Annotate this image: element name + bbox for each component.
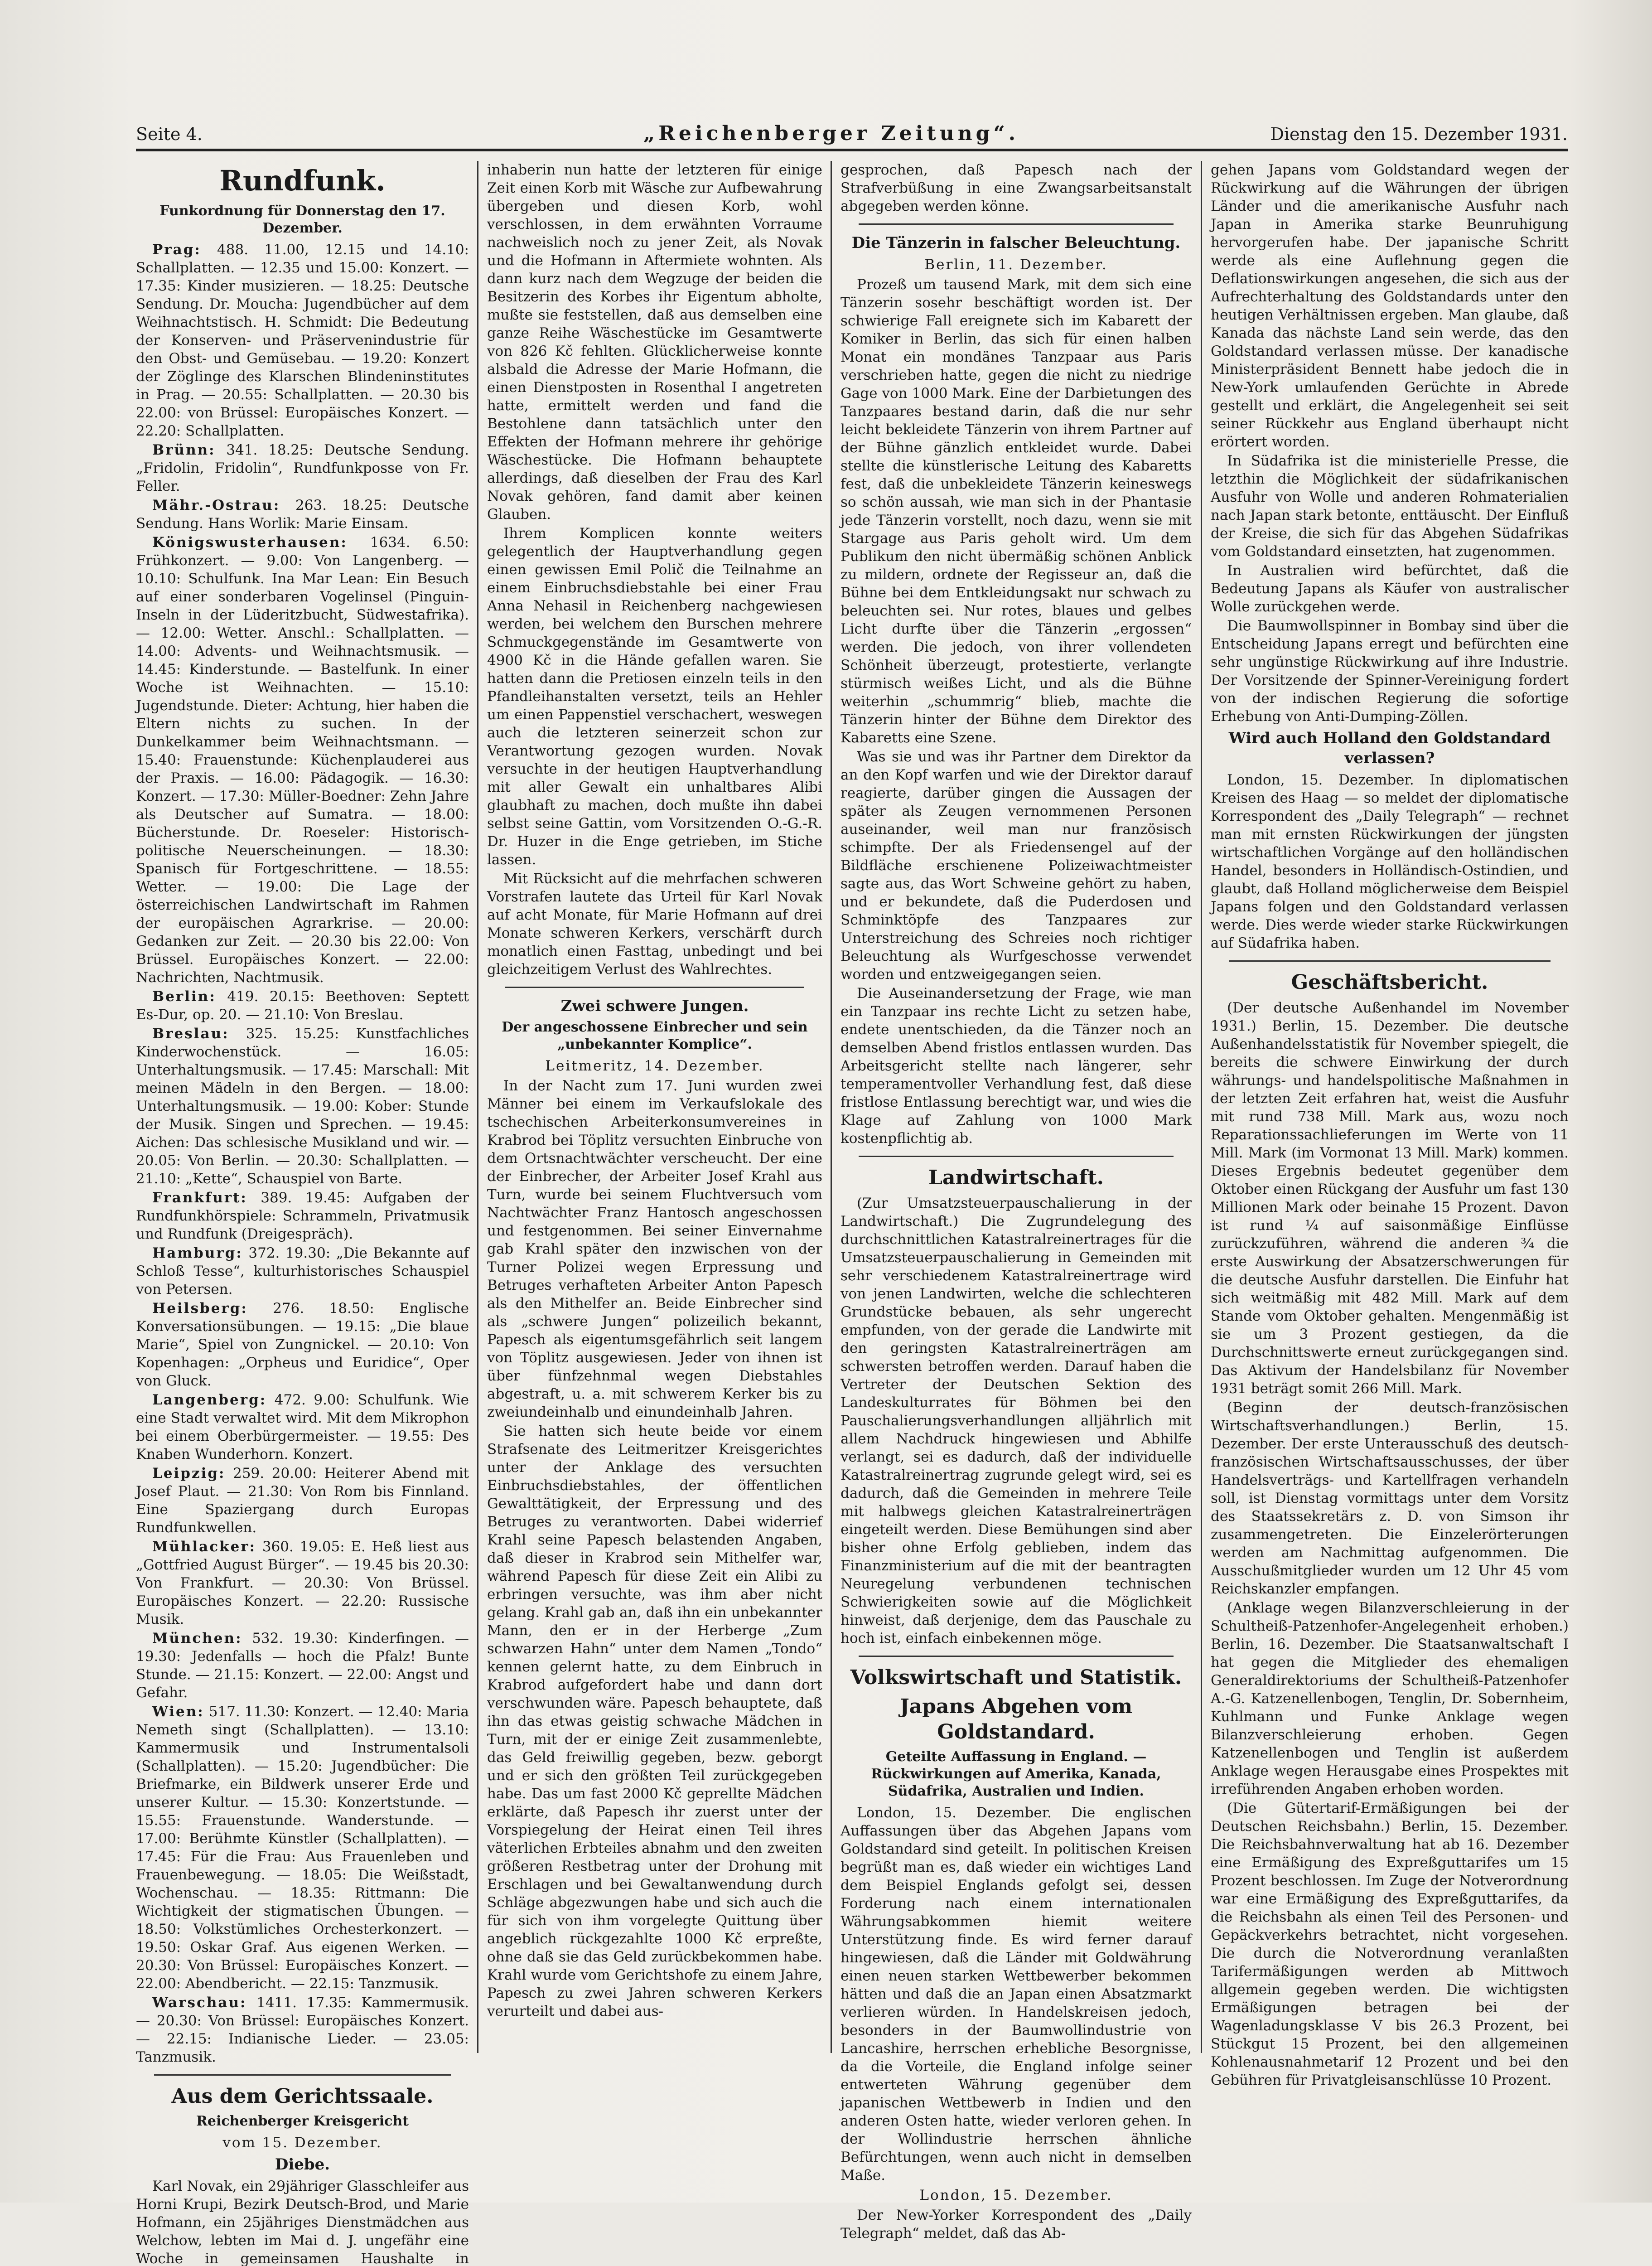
section-title-rundfunk: Rundfunk. — [219, 164, 386, 197]
article-title: Japans Abgehen vom Goldstandard. — [899, 1695, 1133, 1743]
radio-program: Brünn: 341. 18.25: Deutsche Sendung. „Fridolin, Fridolin“, Rundfunkposse von Fr. Feller. — [136, 442, 469, 494]
article-paragraph: (Zur Umsatzsteuerpauschalierung in der Landwirtschaft.) Die Zugrundelegung des durchschnittlichen Katastralreinertrages für die Umsatzsteuerpauschalierung in Gemeinden mit sehr verschiedenem Katastralreinertrage wird von jenen Landwirten, welche die schlechteren Grundstücke bebauen, als sehr ungerecht empfunden, von der gerade die Landwirte mit den geringsten Katastralreinerträgen am schwersten betroffen werden. Darauf haben die Vertreter der Deutschen Sektion des Landeskulturrates für Böhmen bei den Pauschalierungsverhandlungen alljährlich mit allem Nachdruck hingewiesen und Abhilfe verlangt, sei es dadurch, daß der individuelle Katastralreinertrag zugrunde gelegt wird, sei es dadurch, daß die Gemeinden in mehrere Teile mit halbwegs gleichen Katastralreinerträgen eingeteilt werden. Diese Bemühungen sind aber bisher ohne Erfolg geblieben, indem das Finanzministerium auf die mit der beantragten Neuregelung verbundenen technischen Schwierigkeiten sowie auf die Möglichkeit hinweist, daß derjenige, dem das Pauschale zu hoch ist, einfach einbekennen möge. — [840, 1195, 1192, 1646]
radio-program: Frankfurt: 389. 19.45: Aufgaben der Rundfunkhörspiele: Schrammeln, Privatmusik und Rundfunk (Dreigespräch). — [136, 1190, 469, 1242]
column-2 — [487, 161, 822, 2044]
radio-program: Mähr.-Ostrau: 263. 18.25: Deutsche Sendung. Hans Worlik: Marie Einsam. — [136, 497, 469, 532]
article-dateline: London, 15. Dezember. — [919, 2187, 1113, 2203]
court-kicker: Diebe. — [275, 2155, 330, 2174]
section-title-gerichtssaal: Aus dem Gerichtssaale. — [171, 2085, 434, 2108]
column-rule — [831, 161, 832, 2053]
section-title-geschaeftsbericht: Geschäftsbericht. — [1291, 971, 1488, 994]
radio-program: Hamburg: 372. 19.30: „Die Bekannte auf Schloß Tesse“, kulturhistorisches Schauspiel von Petersen. — [136, 1245, 469, 1298]
column-3 — [840, 161, 1192, 2242]
radio-program: Warschau: 1411. 17.35: Kammermusik. — 20.30: Von Brüssel: Europäisches Konzert. — 22.15: Indianische Lieder. — 23.05: Tanzmusik. — [136, 1995, 469, 2065]
separator — [1229, 960, 1551, 962]
article-paragraph: Prozeß um tausend Mark, mit dem sich eine Tänzerin sosehr beschäftigt worden ist. Der schwierige Fall ereignete sich im Kabarett der Komiker in Berlin, das sich für einen halben Monat ein mondänes Tanzpaar aus Paris verschrieben hatte, gegen die nicht zu niedrige Gage von 1000 Mark. Eine der Darbietungen des Tanzpaares bestand darin, daß die nur sehr leicht bekleidete Tänzerin von ihrem Partner auf der Bühne gänzlich entkleidet wurde. Dabei stellte die künstlerische Leitung des Kabaretts fest, daß die unbekleidete Tänzerin keineswegs so schön aussah, wie man sich in der Phantasie jede Tänzerin vorstellt, noch dazu, wenn sie mit Stargage aus Paris geholt wird. Um dem Publikum den nicht übermäßig schönen Anblick zu mildern, ordnete der Regisseur an, daß die Bühne bei dem Entkleidungsakt nur schwach zu beleuchten sei. Nur rotes, blaues und gelbes Licht durfte über die Tänzerin „ergossen“ werden. Die jedoch, von ihrer vollendeten Schönheit überzeugt, protestierte, verlangte stürmisch weißes Licht, und als die Bühne weiterhin „schummrig“ blieb, machte die Tänzerin hinter der Bühne dem Direktor des Kabaretts eine Szene. — [840, 276, 1192, 746]
article-paragraph: Mit Rücksicht auf die mehrfachen schweren Vorstrafen lautete das Urteil für Karl Novak auf acht Monate, für Marie Hofmann auf drei Monate schweren Kerkers, verschärft durch monatlich einen Fasttag, unbedingt und bei gleichzeitigem Verlust des Wahlrechtes. — [487, 871, 822, 978]
radio-program: Breslau: 325. 15.25: Kunstfachliches Kinderwochenstück. — 16.05: Unterhaltungsmusik. — 17.45: Marschall: Mit meinen Mädeln in den Bergen. — 18.00: Unterhaltungsmusik. — 19.00: Kober: Stunde der Musik. Singen und Sprechen. — 19.45: Aichen: Das schlesische Musikland und wir. — 20.05: Von Berlin. — 20.30: Schallplatten. — 21.10: „Kette“, Schauspiel von Barte. — [136, 1026, 469, 1187]
section-title-volkswirtschaft: Volkswirtschaft und Statistik. — [850, 1666, 1182, 1689]
article-paragraph: gesprochen, daß Papesch nach der Strafverbüßung in eine Zwangsarbeitsanstalt abgegeben werden könne. — [840, 162, 1192, 214]
article-paragraph: In der Nacht zum 17. Juni wurden zwei Männer bei einem im Verkaufslokale des tschechischen Arbeiterkonsumvereines in Krabrod bei Töplitz versuchten Einbruche von dem Ortsnachtwächter verscheucht. Der eine der Einbrecher, der Arbeiter Josef Krahl aus Turn, wurde bei seinem Fluchtversuch vom Nachtwächter Franz Hantosch angeschossen und festgenommen. Bei seiner Einvernahme gab Krahl später den inzwischen von der Turner Polizei wegen Erpressung und Betruges verhafteten Arbeiter Anton Papesch als den Mithelfer an. Beide Einbrecher sind als „schwere Jungen“ polizeilich bekannt, Papesch als eigentumsgefährlich seit langem von Töplitz ausgewiesen. Jeder von ihnen ist über fünfzehnmal wegen Diebstahles abgestraft, u. a. mit schwerem Kerker bis zu zweiundeinhalb und einundeinhalb Jahren. — [487, 1078, 822, 1420]
article-paragraph: Was sie und was ihr Partner dem Direktor da an den Kopf warfen und wie der Direktor darauf reagierte, darüber gingen die Aussagen der später als Zeugen vernommenen Personen auseinander, weil man nur französisch schimpfte. Der als Friedensengel auf der Bildfläche erschienene Polizeiwachtmeister sagte aus, das Wort Schweine gehört zu haben, und er bekundete, daß die Puderdosen und Schminktöpfe des Tanzpaares zur Unterstreichung des Schreies noch richtiger Beleuchtung als Wurfgeschosse verwendet worden und entzweigegangen seien. — [840, 749, 1192, 983]
column-1 — [136, 161, 469, 2266]
article-paragraph: Die Auseinandersetzung der Frage, wie man ein Tanzpaar ins rechte Licht zu setzen habe, endete unentschieden, da die Tänzer noch an demselben Abend fristlos entlassen wurden. Das Arbeitsgericht stellte nach längerer, sehr temperamentvoller Verhandlung fest, daß diese fristlose Entlassung berechtigt war, und wies die Klage auf Zahlung von 1000 Mark kostenpflichtig ab. — [840, 985, 1192, 1147]
article-title: Wird auch Holland den Goldstandard verlassen? — [1228, 729, 1551, 767]
radio-program: Königswusterhausen: 1634. 6.50: Frühkonzert. — 9.00: Von Langenberg. — 10.10: Schulfunk. Ina Mar Lean: Ein Besuch auf einer sonderbaren Vogelinsel (Pinguin-Inseln in der Lüderitzbucht, Südwestafrika). — 12.00: Wetter. Anschl.: Schallplatten. — 14.00: Advents- und Weihnachtsmusik. — 14.45: Kinderstunde. — Bastelfunk. In einer Woche ist Weihnachten. — 15.10: Jugendstunde. Dieter: Achtung, hier haben die Eltern nichts zu suchen. In der Dunkelkammer beim Weihnachtsmann. — 15.40: Frauenstunde: Küchenplauderei aus der Praxis. — 16.00: Pädagogik. — 16.30: Konzert. — 17.30: Müller-Boedner: Zehn Jahre als Deutscher auf Sumatra. — 18.00: Bücherstunde. Dr. Roeseler: Historisch-politische Neuerscheinungen. — 18.30: Spanisch für Fortgeschrittene. — 18.55: Wetter. — 19.00: Die Lage der österreichischen Landwirtschaft im Rahmen der europäischen Agrarkrise. — 20.00: Gedanken zur Zeit. — 20.30 bis 22.00: Von Brüssel. Europäisches Konzert. — 22.00: Nachrichten, Nachtmusik. — [136, 534, 469, 986]
column-rule — [477, 161, 478, 2053]
separator — [859, 1156, 1174, 1157]
separator — [505, 987, 804, 988]
section-title-landwirtschaft: Landwirtschaft. — [928, 1166, 1104, 1189]
article-subtitle: Der angeschossene Einbrecher und sein „unbekannter Komplice“. — [502, 1019, 808, 1052]
article-paragraph: (Beginn der deutsch-französischen Wirtschaftsverhandlungen.) Berlin, 15. Dezember. Der erste Unterausschuß des deutsch-französischen Wirtschaftsausschusses, der über Handelsverträgs- und Kartellfragen verhandeln soll, ist Dienstag vormittags unter dem Vorsitz des Staatssekretärs z. D. von Simson ihr zusammengetreten. Die Einzelerörterungen werden am Nachmittag aufgenommen. Die Ausschußmitglieder wurden um 12 Uhr 45 vom Reichskanzler empfangen. — [1211, 1399, 1569, 1597]
separator — [859, 223, 1174, 225]
article-paragraph: London, 15. Dezember. Die englischen Auffassungen über das Abgehen Japans vom Goldstandard sind geteilt. In politischen Kreisen begrüßt man es, daß wieder ein wichtiges Land dem Beispiel Englands gefolgt sei, dessen Forderung nach einem internationalen Währungsabkommen hiemit weitere Unterstützung finde. Es wird ferner darauf hingewiesen, daß die Länder mit Goldwährung einen neuen starken Wettbewerber bekommen hätten und daß die an Japan einen Absatzmarkt verlieren würden. In Handelskreisen jedoch, besonders in der Baumwollindustrie von Lancashire, herrschen erhebliche Besorgnisse, da die Vorteile, die England infolge seiner entwerteten Währung gegenüber dem japanischen Wettbewerb in Indien und den anderen Osten hatte, wieder verloren gehen. In der Wollindustrie herrschen ähnliche Befürchtungen, wenn auch nicht in demselben Maße. — [840, 1805, 1192, 2184]
article-paragraph: London, 15. Dezember. In diplomatischen Kreisen des Haag — so meldet der diplomatische Korrespondent des „Daily Telegraph“ — rechnet man mit ernsten Rückwirkungen der jüngsten wirtschaftlichen Vorgänge auf den holländischen Handel, besonders in Holländisch-Ostindien, und glaubt, daß Holland möglicherweise dem Beispiel Japans folgen und den Goldstandard verlassen werde. Dies werde wieder starke Rückwirkungen auf Südafrika haben. — [1211, 772, 1569, 951]
radio-program: München: 532. 19.30: Kinderfingen. — 19.30: Jedenfalls — hoch die Pfalz! Bunte Stunde. — 21.15: Konzert. — 22.00: Angst und Gefahr. — [136, 1630, 469, 1701]
article-paragraph: Der New-Yorker Korrespondent des „Daily Telegraph“ meldet, daß das Ab- — [840, 2207, 1192, 2242]
page-header — [136, 121, 1568, 151]
separator — [154, 2074, 451, 2076]
page-number: Seite 4. — [136, 124, 203, 144]
radio-program: Langenberg: 472. 9.00: Schulfunk. Wie eine Stadt verwaltet wird. Mit dem Mikrophon bei einem Oberbürgermeister. — 19.55: Des Knaben Wunderhorn. Konzert. — [136, 1392, 469, 1462]
separator — [859, 1656, 1174, 1657]
court-name: Reichenberger Kreisgericht — [196, 2113, 409, 2129]
column-4 — [1211, 161, 1569, 2088]
column-rule — [1201, 161, 1202, 2053]
issue-date: Dienstag den 15. Dezember 1931. — [1270, 124, 1568, 144]
radio-schedule-subtitle: Funkordnung für Donnerstag den 17. Dezember. — [159, 203, 445, 236]
article-paragraph: gehen Japans vom Goldstandard wegen der Rückwirkung auf die Währungen der übrigen Länder und die amerikanische Ausfuhr nach Japan in Amerika starke Beunruhigung hervorgerufen habe. Der japanische Schritt werde als eine Auflehnung gegen die Deflationswirkungen angesehen, die sich aus der Aufrechterhaltung des Goldstandards unter den heutigen Verhältnissen ergeben. Man glaube, daß Kanada das nächste Land sein werde, das den Goldstandard verlassen müsse. Der kanadische Ministerpräsident Bennett habe jedoch die in New-York umlaufenden Gerüchte in Abrede gestellt und erklärt, die Angelegenheit sei seit seiner Rückkehr aus England überhaupt nicht erörtert worden. — [1211, 162, 1569, 450]
article-subtitle: Geteilte Auffassung in England. — Rückwirkungen auf Amerika, Kanada, Südafrika, Australien und Indien. — [871, 1749, 1161, 1799]
radio-program: Prag: 488. 11.00, 12.15 und 14.10: Schallplatten. — 12.35 und 15.00: Konzert. — 17.35: Kinder musizieren. — 18.25: Deutsche Sendung. Dr. Moucha: Jugendbücher auf dem Weihnachtstisch. H. Schmidt: Die Bedeutung der Konserven- und Präservenindustrie für den Obst- und Gemüsebau. — 19.20: Konzert der Zöglinge des Klarschen Blindeninstitutes in Prag. — 20.55: Schallplatten. — 20.30 bis 22.00: von Brüssel: Europäisches Konzert. — 22.20: Schallplatten. — [136, 242, 469, 439]
article-paragraph: In Südafrika ist die ministerielle Presse, die letzthin die Möglichkeit der südafrikanischen Ausfuhr von Wolle und anderen Rohmaterialien nach Japan stark betonte, enttäuscht. Der Einfluß der Kreise, die sich für das Abgehen Südafrikas vom Goldstandard einsetzten, hat zugenommen. — [1211, 453, 1569, 560]
article-paragraph: Die Baumwollspinner in Bombay sind über die Entscheidung Japans erregt und befürchten eine sehr ungünstige Rückwirkung auf ihre Industrie. Der Vorsitzende der Spinner-Vereinigung fordert von der indischen Regierung die sofortige Erhebung von Anti-Dumping-Zöllen. — [1211, 618, 1569, 725]
article-paragraph: In Australien wird befürchtet, daß die Bedeutung Japans als Käufer von australischer Wolle zurückgehen werde. — [1211, 562, 1569, 615]
radio-program: Mühlacker: 360. 19.05: E. Heß liest aus „Gottfried August Bürger“. — 19.45 bis 20.30: Von Frankfurt. — 20.30: Von Brüssel. Europäisches Konzert. — 22.20: Russische Musik. — [136, 1539, 469, 1627]
article-title: Die Tänzerin in falscher Beleuchtung. — [851, 234, 1181, 252]
article-paragraph: Ihrem Komplicen konnte weiters gelegentlich der Hauptverhandlung gegen einen gewissen Emil Polič die Teilnahme an einem Einbruchsdiebstahle bei einer Frau Anna Nehasil in Reichenberg nachgewiesen werden, bei welchem den Burschen mehrere Schmuckgegenstände im Gesamtwerte von 4900 Kč in die Hände gefallen waren. Sie hatten dann die Pretiosen einzeln teils in den Pfandleihanstalten versetzt, teils an Hehler um einen Pappenstiel verschachert, weswegen auch die letzteren seinerzeit schon zur Verantwortung gezogen wurden. Novak versuchte in der heutigen Hauptverhandlung mit aller Gewalt ein unhaltbares Alibi glaubhaft zu machen, doch mußte ihn dabei selbst seine Gattin, vom Vorsitzenden O.-G.-R. Dr. Huzer in die Enge getrieben, im Stiche lassen. — [487, 525, 822, 868]
article-dateline: Berlin, 11. Dezember. — [924, 257, 1108, 273]
article-paragraph: Karl Novak, ein 29jähriger Glasschleifer aus Horni Krupi, Bezirk Deutsch-Brod, und Marie Hofmann, ein 25jähriges Dienstmädchen aus Welchow, lebten im Mai d. J. ungefähr eine Woche in gemeinsamen Haushalte in — [136, 2178, 469, 2266]
article-title: Zwei schwere Jungen. — [560, 997, 749, 1015]
court-date: vom 15. Dezember. — [222, 2135, 382, 2151]
article-paragraph: inhaberin nun hatte der letzteren für einige Zeit einen Korb mit Wäsche zur Aufbewahrung übergeben und diesen Korb, wohl verschlossen, in dem erwähnten Vorraume nachweislich noch zu jener Zeit, als Novak und die Hofmann in Aftermiete wohnten. Als dann kurz nach dem Wegzuge der beiden die Besitzerin des Korbes ihr Eigentum abholte, mußte sie feststellen, daß aus demselben eine ganze Reihe Wäschestücke im Gesamtwerte von 826 Kč fehlten. Glücklicherweise konnte alsbald die Adresse der Marie Hofmann, die einen Dienstposten in Rosenthal I angetreten hatte, ermittelt werden und fand die Bestohlene dann tatsächlich unter den Effekten der Hofmann mehrere ihr gehörige Wäschestücke. Die Hofmann behauptete allerdings, daß dieselben der Frau des Karl Novak gehören, fand damit aber keinen Glauben. — [487, 162, 822, 523]
article-paragraph: (Der deutsche Außenhandel im November 1931.) Berlin, 15. Dezember. Die deutsche Außenhandelsstatistik für November spiegelt, die bereits die schwere Einwirkung der durch währungs- und handelspolitische Maßnahmen in der letzten Zeit erfahren hat, weist die Ausfuhr mit rund 738 Mill. Mark aus, wozu noch Reparationssachlieferungen im Werte von 11 Mill. Mark (im Vormonat 13 Mill. Mark) kommen. Dieses Ergebnis bedeutet gegenüber dem Oktober einen Rückgang der Ausfuhr um fast 130 Millionen Mark oder beinahe 15 Prozent. Davon ist rund ¼ auf saisonmäßige Einflüsse zurückzuführen, während die anderen ¾ die erste Auswirkung der Absatzerschwerungen für die deutsche Ausfuhr darstellen. Die Einfuhr hat sich weitmäßig mit 482 Mill. Mark auf dem Stande vom Oktober gehalten. Mengenmäßig ist sie um 3 Prozent gestiegen, da die Durchschnittswerte erneut zurückgegangen sind. Das Aktivum der Handelsbilanz für November 1931 beträgt somit 266 Mill. Mark. — [1211, 1000, 1569, 1397]
masthead: „Reichenberger Zeitung“. — [643, 122, 1019, 145]
radio-program-list — [136, 241, 469, 2066]
article-paragraph: (Die Gütertarif-Ermäßigungen bei der Deutschen Reichsbahn.) Berlin, 15. Dezember. Die Reichsbahnverwaltung hat ab 16. Dezember eine Ermäßigung des Expreßguttarifes um 15 Prozent beschlossen. Im Zuge der Notverordnung war eine Ermäßigung des Expreßguttarifes, da die Reichsbahn als einen Teil des Personen- und Gepäckverkehrs betrachtet, nicht vorgesehen. Die durch die Notverordnung veranlaßten Tarifermäßigungen werden ab Mittwoch allgemein gegeben werden. Die wichtigsten Ermäßigungen betragen bei der Wagenladungsklasse V bis 26.3 Prozent, bei Stückgut 15 Prozent, bei den allgemeinen Kohlenausnahmetarif 12 Prozent und bei den Gebühren für Privatgleisanschlüsse 10 Prozent. — [1211, 1800, 1569, 2088]
radio-program: Leipzig: 259. 20.00: Heiterer Abend mit Josef Plaut. — 21.30: Von Rom bis Finnland. Eine Spaziergang durch Europas Rundfunkwellen. — [136, 1465, 469, 1536]
radio-program: Berlin: 419. 20.15: Beethoven: Septett Es-Dur, op. 20. — 21.10: Von Breslau. — [136, 988, 469, 1023]
radio-program: Wien: 517. 11.30: Konzert. — 12.40: Maria Nemeth singt (Schallplatten). — 13.10: Kammermusik und Instrumentalsoli (Schallplatten). — 15.20: Jugendbücher: Die Briefmarke, ein Bildwerk unserer Erde und unserer Kultur. — 15.30: Konzertstunde. — 15.55: Frauenstunde. Wanderstunde. — 17.00: Berühmte Künstler (Schallplatten). — 17.45: Für die Frau: Aus Frauenleben und Frauenbewegung. — 18.05: Die Weißstadt, Wochenschau. — 18.35: Rittmann: Die Wichtigkeit der stigmatischen Übungen. — 18.50: Volkstümliches Orchesterkonzert. — 19.50: Oskar Graf. Aus eigenen Werken. — 20.30: Von Brüssel: Europäisches Konzert. — 22.00: Abendbericht. — 22.15: Tanzmusik. — [136, 1704, 469, 1992]
article-paragraph: Sie hatten sich heute beide vor einem Strafsenate des Leitmeritzer Kreisgerichtes unter der Anklage des versuchten Einbruchsdiebstahles, der öffentlichen Gewalttätigkeit, der Erpressung und des Betruges zu verantworten. Dabei widerrief Krahl seine Papesch belastenden Angaben, daß dieser in Krabrod sein Mithelfer war, während Papesch für diese Zeit ein Alibi zu erbringen versuchte, was ihm aber nicht gelang. Krahl gab an, daß ihn ein unbekannter Mann, den er in der Herberge „Zum schwarzen Hahn“ unter dem Namen „Tondo“ kennen gelernt hatte, zu dem Einbruch in Krabrod aufgefordert habe und dann dort verschwunden wäre. Papesch behauptete, daß ihn das etwas geistig schwache Mädchen in Turn, mit der er einige Zeit zusammenlebte, das Geld freiwillig gegeben, bezw. geborgt und er sich den größten Teil zurückgegeben habe. Das um fast 2000 Kč geprellte Mädchen erklärte, daß Papesch ihr zuerst unter der Vorspiegelung der Heirat einen Teil ihres väterlichen Erbteiles abnahm und den zweiten größeren Restbetrag unter der Drohung mit Erschlagen und bei Gewaltanwendung durch Schläge abgezwungen habe und sich auch die für sich von ihm vorgelegte Quittung über angeblich rückgezahlte 1000 Kč erpreßte, ohne daß sie das Geld zurückbekommen habe. Krahl wurde vom Gerichtshofe zu einem Jahre, Papesch zu zwei Jahren schweren Kerkers verurteilt und dabei aus- — [487, 1423, 822, 2019]
article-paragraph: (Anklage wegen Bilanzverschleierung in der Schultheiß-Patzenhofer-Angelegenheit erhoben.) Berlin, 16. Dezember. Die Staatsanwaltschaft I hat gegen die Mitglieder des ehemaligen Generaldirektoriums der Schultheiß-Patzenhofer A.-G. Katzenellenbogen, Tenglin, Dr. Sobernheim, Kuhlmann und Funke Anklage wegen Bilanzverschleierung erhoben. Gegen Katzenellenbogen und Tenglin ist außerdem Anklage wegen Herausgabe eines Prospektes mit irreführenden Angaben erhoben worden. — [1211, 1600, 1569, 1797]
article-dateline: Leitmeritz, 14. Dezember. — [545, 1058, 764, 1074]
radio-program: Heilsberg: 276. 18.50: Englische Konversationsübungen. — 19.15: „Die blaue Marie“, Spiel von Zungnickel. — 20.10: Von Kopenhagen: „Orpheus und Euridice“, Oper von Gluck. — [136, 1300, 469, 1389]
